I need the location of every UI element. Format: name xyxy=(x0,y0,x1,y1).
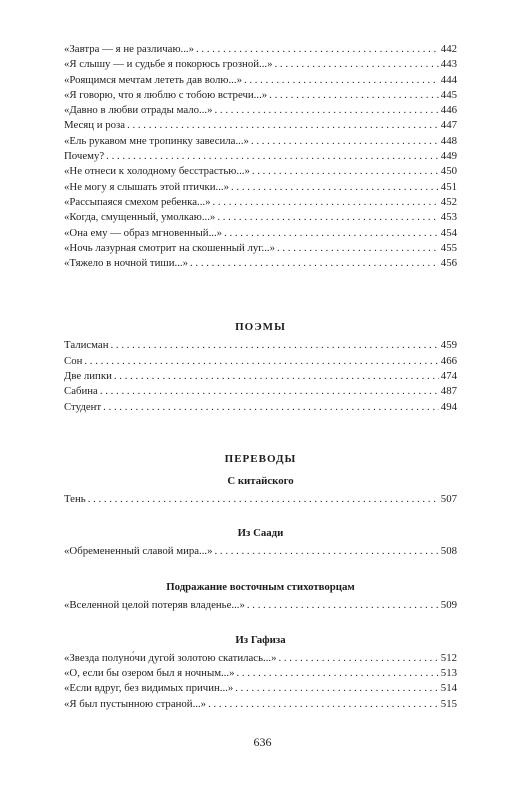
leader-dots xyxy=(275,57,439,72)
entry-title: «Звезда полуно́чи дугой золотою скатилась...» xyxy=(64,651,277,664)
eastern-list xyxy=(64,598,457,613)
leader-dots xyxy=(106,149,439,164)
toc-entry xyxy=(64,195,457,210)
leader-dots xyxy=(224,226,439,241)
entry-title: «Не отнеси к холодному бесстрастью...» xyxy=(64,165,250,178)
entry-title: Почему? xyxy=(64,150,105,163)
leader-dots xyxy=(217,210,438,225)
entry-title: «Она ему — образ мгновенный...» xyxy=(64,226,223,239)
toc-entry xyxy=(64,103,457,118)
section-heading-translations: ПЕРЕВОДЫ xyxy=(224,452,297,465)
entry-page: 449 xyxy=(440,150,457,163)
toc-entry xyxy=(64,210,457,225)
sub-heading-hafiz: Из Гафиза xyxy=(235,633,286,646)
entry-title: «Тяжело в ночной тиши...» xyxy=(64,257,189,270)
leader-dots xyxy=(84,354,438,369)
leader-dots xyxy=(208,697,439,712)
toc-entry xyxy=(64,57,457,72)
toc-entry xyxy=(64,598,457,613)
toc-entry xyxy=(64,256,457,271)
leader-dots xyxy=(279,651,439,666)
section-heading-poems: ПОЭМЫ xyxy=(235,321,286,334)
page-number: 636 xyxy=(253,735,272,749)
table-of-contents xyxy=(64,42,457,712)
entry-title: «Роящимся мечтам лететь дав волю...» xyxy=(64,73,242,86)
toc-entry xyxy=(64,354,457,369)
entry-page: 443 xyxy=(440,58,457,71)
entry-title: «Рассыпаяся смехом ребенка...» xyxy=(64,195,211,208)
entry-title: Сон xyxy=(64,354,83,367)
entry-page: 515 xyxy=(440,697,457,710)
entry-page: 456 xyxy=(440,257,457,270)
entry-title: «Я говорю, что я люблю с тобою встречи...» xyxy=(64,88,268,101)
entry-title: «Когда, смущенный, умолкаю...» xyxy=(64,211,216,224)
toc-entry xyxy=(64,338,457,353)
entry-page: 466 xyxy=(440,354,457,367)
entry-page: 447 xyxy=(440,119,457,132)
entry-page: 450 xyxy=(440,165,457,178)
toc-entry xyxy=(64,697,457,712)
entry-title: «Обремененный славой мира...» xyxy=(64,545,213,558)
toc-entry xyxy=(64,180,457,195)
saadi-list xyxy=(64,544,457,559)
toc-entry xyxy=(64,492,457,507)
entry-page: 459 xyxy=(440,339,457,352)
entry-page: 474 xyxy=(440,370,457,383)
entry-title: «Ель рукавом мне тропинку завесила...» xyxy=(64,134,249,147)
entry-page: 494 xyxy=(440,400,457,413)
toc-entry xyxy=(64,226,457,241)
leader-dots xyxy=(196,42,439,57)
leader-dots xyxy=(127,118,439,133)
leader-dots xyxy=(88,492,439,507)
toc-entry xyxy=(64,88,457,103)
leader-dots xyxy=(190,256,439,271)
toc-entry xyxy=(64,651,457,666)
toc-entry xyxy=(64,400,457,415)
sub-heading-chinese: С китайского xyxy=(227,474,294,487)
toc-entry xyxy=(64,241,457,256)
entry-page: 452 xyxy=(440,195,457,208)
leader-dots xyxy=(213,195,439,210)
leader-dots xyxy=(235,681,439,696)
toc-entry xyxy=(64,369,457,384)
entry-page: 451 xyxy=(440,180,457,193)
leader-dots xyxy=(269,88,439,103)
toc-entry xyxy=(64,384,457,399)
leader-dots xyxy=(103,400,439,415)
entry-title: Студент xyxy=(64,400,102,413)
leader-dots xyxy=(100,384,439,399)
lyrics-continued-list xyxy=(64,42,457,271)
entry-title: «Не могу я слышать этой птички...» xyxy=(64,180,230,193)
leader-dots xyxy=(231,180,439,195)
toc-entry xyxy=(64,544,457,559)
entry-title: Талисман xyxy=(64,339,109,352)
entry-page: 444 xyxy=(440,73,457,86)
entry-page: 513 xyxy=(440,667,457,680)
toc-entry xyxy=(64,681,457,696)
leader-dots xyxy=(251,134,439,149)
entry-title: «Завтра — я не различаю...» xyxy=(64,43,195,55)
entry-page: 453 xyxy=(440,211,457,224)
entry-page: 445 xyxy=(440,88,457,101)
entry-title: Сабина xyxy=(64,385,98,398)
entry-page: 442 xyxy=(440,43,457,55)
sub-heading-eastern: Подражание восточным стихотворцам xyxy=(166,580,355,593)
leader-dots xyxy=(252,164,439,179)
leader-dots xyxy=(247,598,439,613)
toc-entry xyxy=(64,164,457,179)
entry-title: Тень xyxy=(64,492,86,505)
leader-dots xyxy=(215,544,439,559)
entry-page: 514 xyxy=(440,682,457,695)
leader-dots xyxy=(215,103,439,118)
leader-dots xyxy=(111,338,439,353)
leader-dots xyxy=(244,73,439,88)
entry-page: 454 xyxy=(440,226,457,239)
entry-page: 508 xyxy=(440,545,457,558)
entry-title: «Ночь лазурная смотрит на скошенный луг...» xyxy=(64,241,275,254)
entry-title: Месяц и роза xyxy=(64,119,126,132)
entry-page: 509 xyxy=(440,598,457,611)
leader-dots xyxy=(237,666,439,681)
toc-entry xyxy=(64,42,457,57)
entry-page: 448 xyxy=(440,134,457,147)
entry-title: «Я был пустынною страной...» xyxy=(64,697,207,710)
entry-page: 487 xyxy=(440,385,457,398)
entry-title: «О, если бы озером был я ночным...» xyxy=(64,667,235,680)
entry-page: 455 xyxy=(440,241,457,254)
entry-title: «Если вдруг, без видимых причин...» xyxy=(64,682,234,695)
leader-dots xyxy=(277,241,439,256)
sub-heading-saadi: Из Саади xyxy=(237,527,284,540)
entry-title: «Я слышу — и судьбе я покорюсь грозной...» xyxy=(64,58,273,71)
toc-entry xyxy=(64,118,457,133)
entry-title: «Вселенной целой потеряв владенье...» xyxy=(64,598,245,611)
entry-page: 507 xyxy=(440,492,457,505)
toc-entry xyxy=(64,134,457,149)
entry-title: Две липки xyxy=(64,370,112,383)
toc-entry xyxy=(64,149,457,164)
entry-page: 512 xyxy=(440,651,457,664)
toc-entry xyxy=(64,666,457,681)
poems-list xyxy=(64,338,457,414)
hafiz-list xyxy=(64,651,457,712)
toc-entry xyxy=(64,73,457,88)
entry-title: «Давно в любви отрады мало...» xyxy=(64,104,213,117)
chinese-list xyxy=(64,492,457,507)
leader-dots xyxy=(114,369,439,384)
entry-page: 446 xyxy=(440,104,457,117)
